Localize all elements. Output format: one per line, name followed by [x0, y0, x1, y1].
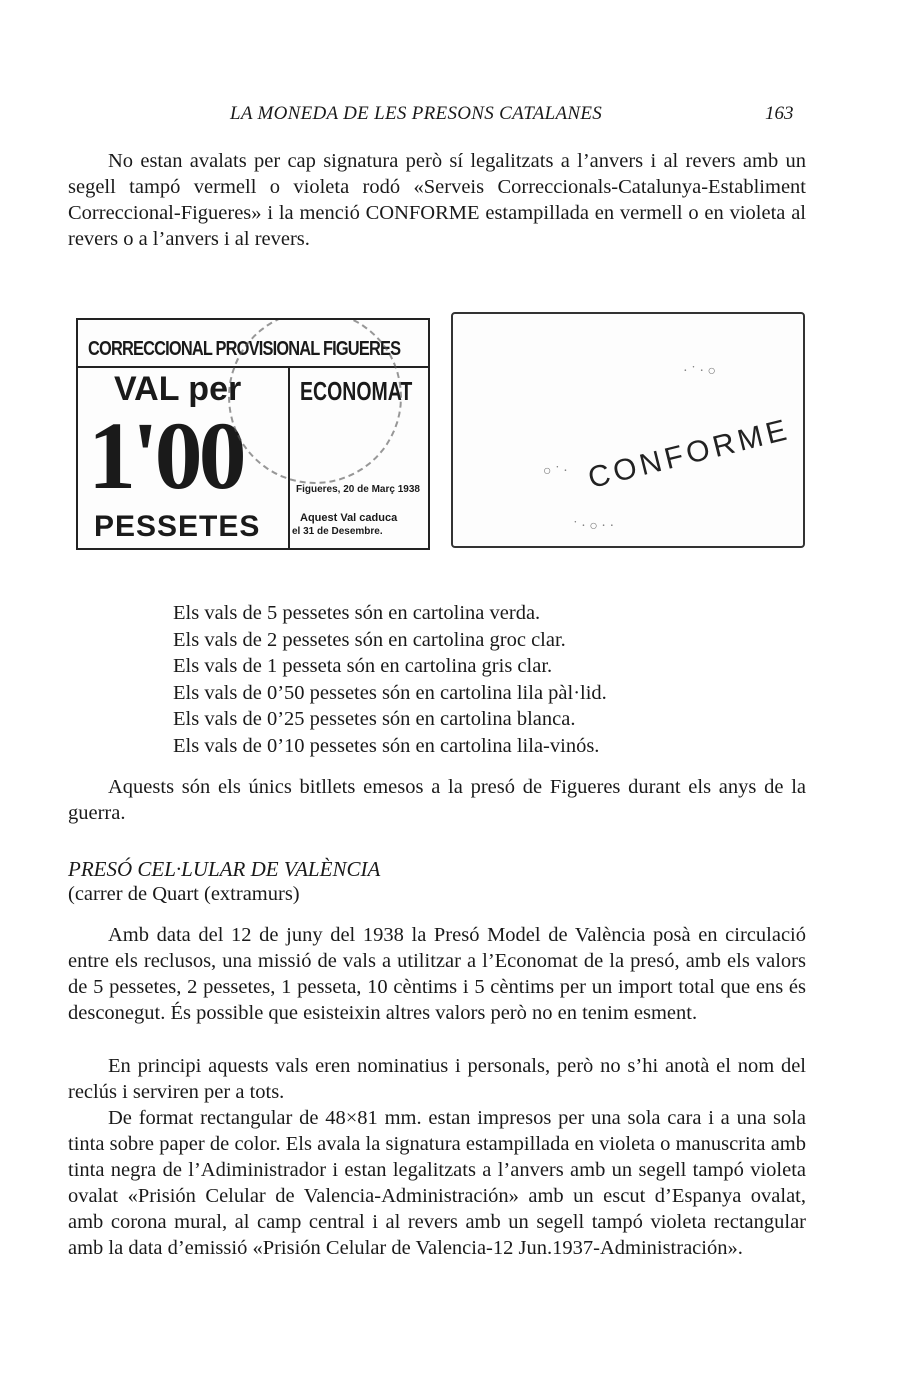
list-item: Els vals de 0’50 pessetes són en cartolina lila pàl·lid.	[173, 681, 607, 704]
voucher-economat: ECONOMAT	[300, 376, 413, 406]
round-stamp-mark	[228, 318, 402, 484]
stamp-trace: ˙ · ○ · ·	[573, 519, 615, 534]
section-paragraph-3: De format rectangular de 48×81 mm. estan impresos per una sola cara i a una sola tinta sobre paper de color. Els avala la signatura estampillada en violeta o manuscrita amb tinta negra de l’Adiministrador i estan legalitzats a l’anvers amb un segell tampó violeta ovalat «Prisión Celular de Valencia-Administración» amb un escut d’Espanya ovalat, amb corona mural, al camp central i al revers amb un segell tampó violeta rectangular amb la data d’emissió «Prisión Celular de Valencia-12 Jun.1937-Administración».	[68, 1107, 806, 1259]
colors-list	[173, 600, 607, 759]
voucher-front-image	[76, 318, 430, 550]
voucher-header: CORRECCIONAL PROVISIONAL FIGUERES	[88, 338, 401, 360]
voucher-validity-1: Aquest Val caduca	[300, 512, 398, 524]
page-number: 163	[765, 103, 794, 124]
stamp-trace: · ˙ · ○	[683, 364, 716, 379]
stamp-trace: ○ ˙ ·	[543, 464, 568, 479]
voucher-back-image	[451, 312, 805, 548]
voucher-val-per: VAL per	[114, 370, 242, 408]
conforme-stamp: CONFORME	[584, 412, 794, 496]
voucher-amount: 1'00	[88, 402, 243, 509]
section-paragraph-1: Amb data del 12 de juny del 1938 la Presó Model de València posà en circulació entre els reclusos, una missió de vals a utilitzar a l’Economat de la presó, amb els valors de 5 pessetes, 2 pessetes, 1 pesseta, 10 cèntims i 5 cèntims per un import total que ens és desconegut. És possible que esisteixin altres valors però no en tenim esment.	[68, 924, 806, 1024]
voucher-place-date: Figueres, 20 de Març 1938	[296, 484, 420, 495]
voucher-validity-2: el 31 de Desembre.	[292, 526, 383, 537]
voucher-currency: PESSETES	[94, 510, 261, 543]
list-item: Els vals de 5 pessetes són en cartolina verda.	[173, 602, 541, 624]
intro-paragraph: No estan avalats per cap signatura però sí legalitzats a l’anvers i al revers amb un segell tampó vermell o violeta rodó «Serveis Correccionals-Catalunya-Establiment Correccional-Figueres» i la menció CONFORME estampillada en vermell o en violeta al revers o a l’anvers i al revers.	[68, 150, 806, 250]
running-title: LA MONEDA DE LES PRESONS CATALANES	[230, 103, 603, 124]
list-item: Els vals de 2 pessetes són en cartolina groc clar.	[173, 628, 566, 651]
list-item: Els vals de 0’10 pessetes són en cartolina lila-vinós.	[173, 734, 600, 757]
section-paragraph-2: En principi aquests vals eren nominatius i personals, però no s’hi anotà el nom del reclús i serviren per a tots.	[68, 1055, 806, 1103]
closing-paragraph: Aquests són els únics bitllets emesos a la presó de Figueres durant els anys de la guerra.	[68, 776, 806, 824]
list-item: Els vals de 0’25 pessetes són en cartolina blanca.	[173, 708, 576, 730]
section-subtitle: (carrer de Quart (extramurs)	[68, 883, 300, 905]
list-item: Els vals de 1 pesseta són en cartolina gris clar.	[173, 655, 553, 677]
section-title: PRESÓ CEL·LULAR DE VALÈNCIA	[68, 857, 381, 881]
